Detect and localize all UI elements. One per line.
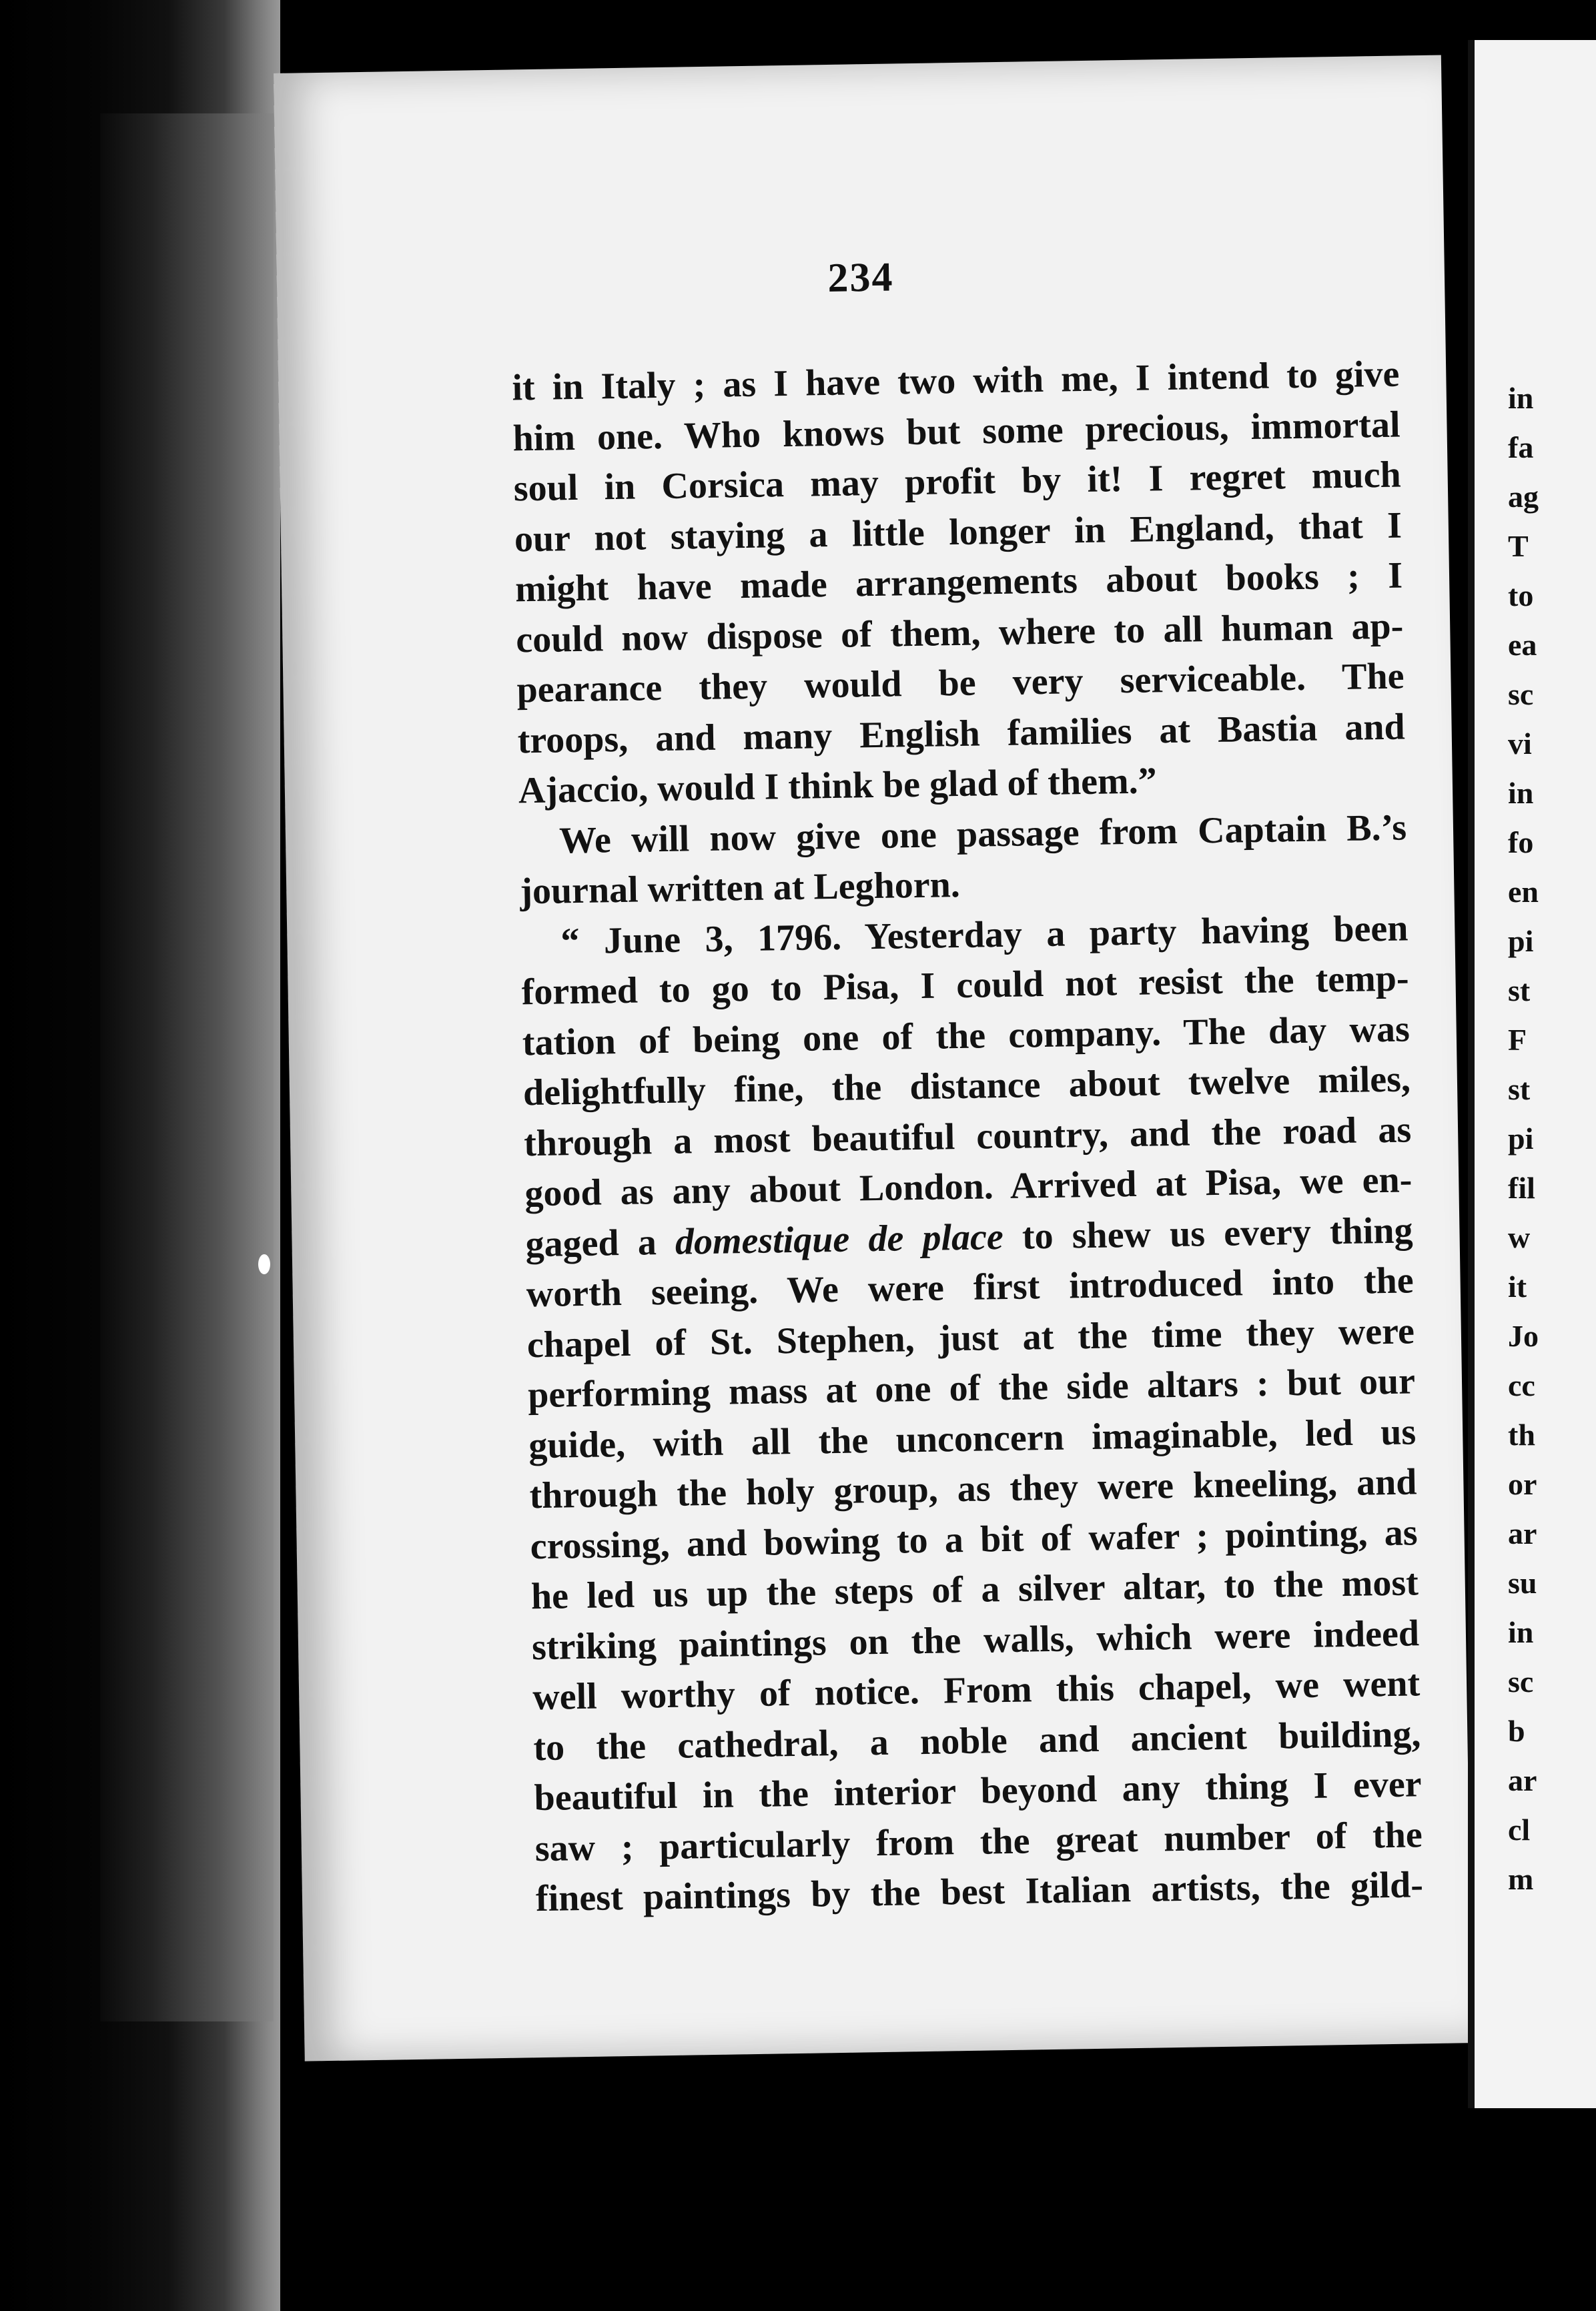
text-line: good as any about London. Arrived at Pisa, we en- <box>524 1159 1413 1215</box>
adjacent-page-line: sc <box>1508 677 1534 711</box>
adjacent-page-line: T <box>1508 529 1529 563</box>
adjacent-page-line: pi <box>1508 924 1534 958</box>
text-line: well worthy of notice. From this chapel, we went <box>532 1663 1421 1719</box>
text-line: crossing, and bowing to a bit of wafer ; pointing, as <box>530 1511 1419 1567</box>
text-line: We will now give one passage from Captain B.’s <box>558 806 1407 861</box>
text-line: through a most beautiful country, and the road as <box>523 1108 1412 1164</box>
page-edges <box>100 113 274 2021</box>
adjacent-page-line: vi <box>1508 727 1532 761</box>
text-line: guide, with all the unconcern imaginable, led us <box>528 1410 1417 1466</box>
adjacent-page-line: ag <box>1508 480 1539 514</box>
adjacent-page-line: ea <box>1508 628 1537 662</box>
text-line: him one. Who knows but some precious, immortal <box>512 404 1401 459</box>
adjacent-page-line: ar <box>1508 1516 1537 1550</box>
adjacent-page-line: or <box>1508 1467 1537 1501</box>
adjacent-page-line: st <box>1508 973 1531 1007</box>
text-line: tation of being one of the company. The day was <box>522 1007 1411 1063</box>
adjacent-page-line: st <box>1508 1072 1531 1106</box>
text-line: worth seeing. We were first introduced into the <box>526 1260 1415 1316</box>
adjacent-page-line: F <box>1508 1023 1527 1057</box>
adjacent-page-line: it <box>1508 1270 1527 1304</box>
adjacent-page-line: su <box>1508 1566 1537 1600</box>
adjacent-page-line: to <box>1508 578 1534 612</box>
adjacent-page-line: fa <box>1508 430 1534 464</box>
text-line: saw ; particularly from the great number of the <box>534 1813 1423 1869</box>
adjacent-page-line: in <box>1508 381 1534 415</box>
scan-speck <box>258 1254 270 1274</box>
text-line: soul in Corsica may profit by it! I regret much <box>513 454 1402 510</box>
adjacent-page-fragment <box>1468 40 1596 2108</box>
text-line: pearance they would be very serviceable. The <box>516 655 1405 711</box>
page-number: 234 <box>827 254 894 301</box>
text-line: might have made arrangements about books ; I <box>514 554 1403 610</box>
text-line: journal written at Leghorn. <box>519 863 961 913</box>
book-page <box>274 55 1473 2061</box>
adjacent-page-line: fo <box>1508 825 1534 859</box>
adjacent-page-line: Jo <box>1508 1319 1539 1353</box>
text-segment: to shew us every thing <box>1003 1209 1413 1258</box>
text-line: formed to go to Pisa, I could not resist the temp- <box>521 957 1410 1013</box>
adjacent-page-line: b <box>1508 1714 1525 1748</box>
body-text <box>512 350 1424 1925</box>
text-line: he led us up the steps of a silver altar, to the most <box>530 1562 1419 1618</box>
text-line: to the cathedral, a noble and ancient building, <box>532 1713 1421 1769</box>
adjacent-page-line: in <box>1508 1615 1534 1649</box>
text-line: Ajaccio, would I think be glad of them.” <box>518 760 1158 812</box>
text-line: chapel of St. Stephen, just at the time they were <box>526 1310 1415 1366</box>
adjacent-page-line: en <box>1508 875 1539 909</box>
text-line: beautiful in the interior beyond any thing I ever <box>534 1763 1422 1819</box>
text-segment: gaged a <box>525 1221 676 1265</box>
adjacent-page-line: th <box>1508 1418 1535 1452</box>
text-line: our not staying a little longer in England, that I <box>514 504 1403 560</box>
adjacent-page-line: in <box>1508 776 1534 810</box>
adjacent-page-line: m <box>1508 1862 1534 1896</box>
text-line: through the holy group, as they were kneeling, and <box>529 1461 1417 1517</box>
text-line: striking paintings on the walls, which were indeed <box>531 1612 1420 1668</box>
adjacent-page-line: cc <box>1508 1368 1535 1402</box>
adjacent-page-line: sc <box>1508 1665 1534 1699</box>
text-line: finest paintings by the best Italian artists, the gild- <box>535 1864 1424 1920</box>
adjacent-page-line: ar <box>1508 1763 1537 1797</box>
text-line: it in Italy ; as I have two with me, I intend to give <box>511 353 1400 409</box>
adjacent-page-line: fil <box>1508 1171 1535 1205</box>
text-line: performing mass at one of the side altars : but our <box>527 1360 1416 1416</box>
text-line: troops, and many English families at Bastia and <box>517 705 1406 761</box>
adjacent-page-line: w <box>1508 1220 1531 1254</box>
text-line: delightfully fine, the distance about twelve miles, <box>522 1058 1411 1114</box>
text-line: could now dispose of them, where to all human ap- <box>515 605 1404 660</box>
italic-phrase: domestique de place <box>675 1216 1004 1263</box>
adjacent-page-line: cl <box>1508 1813 1531 1847</box>
adjacent-page-line: pi <box>1508 1121 1534 1156</box>
text-line: “ June 3, 1796. Yesterday a party having been <box>560 907 1409 962</box>
